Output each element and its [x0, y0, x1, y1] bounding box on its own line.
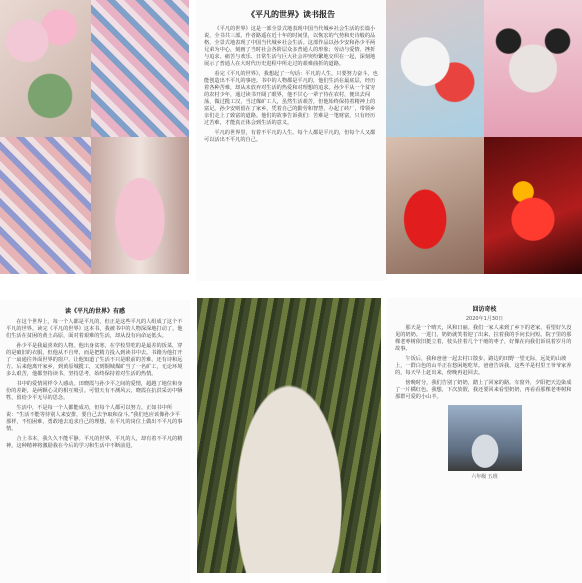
document-date: 2020年1月30日	[465, 316, 504, 322]
paragraph: 看完《平凡的世界》，我想起了一句话：平凡的人生，只要努力奋斗，也能创造出不平凡的事迹。书中的人物都是平凡的，他们生活在最底层，经历着各种苦难，却从未放弃对生活的热爱和对理想的追求。孙少平从一个贫穷的农村少年，通过读书开阔了眼界，他不甘心一辈子待在农村，便出去闯荡，做过揽工汉，当过煤矿工人，虽然生活艰苦，但他始终保持着精神上的富足。孙少安则留在了家乡，凭着自己的勤劳和智慧，办起了砖厂，带领乡亲们走上了致富的道路。他们的故事告诉我们：苦难是一笔财富，只有经历过苦难，才能真正体会到生活的意义。	[204, 71, 378, 127]
paragraph: 那天是一个晴天，风和日丽。我们一家人来到了乡下的老家，看望好久没见的奶奶。一进门，奶奶就笑着迎了出来，拉着我的手问长问短。院子里的那棵老枣树依旧挺立着，枝头挂着几个干瘪的枣子，好像在向我们诉说着岁月的故事。	[395, 325, 572, 353]
paragraph: 合上书本，我久久不能平静。平凡的世界，平凡的人，却有着不平凡的精神。这种精神将激励我在今后的学习和生活中不断前进。	[6, 436, 183, 450]
photo-flowers	[0, 0, 91, 137]
paragraph: 傍晚时分，我们告别了奶奶，踏上了回家的路。车窗外，夕阳把天边染成了一片橘红色。我想，下次放假，我还要回来看望奶奶，再看看那棵老枣树和那群可爱的小山羊。	[395, 380, 572, 401]
paragraph: 在这个世界上，每一个人都是平凡的，但正是这些平凡的人组成了这个不平凡的世界。读完《平凡的世界》这本书，我被书中的人物深深地打动了。他们生活在贫困的黄土高原，面对着艰难的生活，却从没有向命运低头。	[6, 319, 183, 340]
photo-crafts-2	[91, 137, 189, 274]
document-title: 《平凡的世界》读书报告	[247, 10, 335, 19]
paragraph: 《平凡的世界》这是一部全景式地表现中国当代城乡社会生活的长篇小说，全书共三部。作者路遥在近十年的时间里，以恢宏的气势和史诗般的品格，全景式地表现了中国当代城乡社会生活。这部作品以孙少安和孙少平两兄弟为中心，刻画了当时社会各阶层众多普通人的形象；劳动与爱情、挫折与追求、痛苦与欢乐、日常生活与巨大社会冲突纷繁地交织在一起，深刻地展示了普通人在大时代历史进程中所走过的艰难曲折的道路。	[204, 26, 376, 68]
paragraph: 平凡的世界里，有着不平凡的人生。每个人都是平凡的，但每个人又都可以活出不平凡的自己。	[204, 130, 376, 144]
document-title: 回访奇枝	[472, 306, 497, 313]
paragraph: 孙少平是我最喜欢的人物。他出身贫寒，在学校里吃的是最差的饭菜，穿的是破旧的衣服，但他从不自卑，而是把精力投入到读书中去。书籍为他打开了一扇通往外面世界的窗户，让他知道了生活不只是眼前的苦难，还有诗和远方。后来他离开家乡，到黄原城揽工，又到铜城煤矿当了一名矿工，无论环境多么艰苦，他都坚持读书，坚持思考，始终保持着对生活的热情。	[6, 343, 183, 378]
document-reading-report	[196, 0, 386, 281]
paragraph: 午饭后，我和爸爸一起去村口散步。路边的田野一望无际，远处的山坡上，一群白色的山羊正在悠闲地吃草。爸爸告诉我，这些羊是村里王爷爷家养的，每天早上赶出来，傍晚再赶回去。	[395, 356, 572, 377]
photo-hairclips	[91, 0, 189, 137]
photo-toys-1	[386, 0, 484, 137]
paragraph: 生活中，不是每一个人都能成功，但每个人都可以努力。正如书中所说：“生活不能等待别人来安排，要自己去争取和奋斗。”我们也应该像孙少平那样，不怕困难，勇敢地去追求自己的理想，在平凡的岗位上做出不平凡的事情。	[6, 405, 183, 433]
photo-toys-2	[484, 0, 582, 137]
paragraph: 书中的爱情同样令人感动。田晓霞与孙少平之间的爱情，超越了地位和身份的差距，是两颗心灵的相互吸引。可惜天有不测风云，晓霞在抗洪采访中牺牲，留给少平无尽的思念。	[6, 381, 183, 402]
photo-sheep-herd	[197, 298, 381, 573]
photo-hand-red	[386, 137, 484, 274]
signature-class: 六年级 五班	[471, 474, 498, 481]
document-visit-diary	[387, 298, 582, 583]
document-title: 读《平凡的世界》有感	[64, 308, 125, 315]
document-reflection	[0, 300, 190, 583]
photo-crafts-1	[0, 137, 91, 274]
photo-car	[448, 405, 522, 471]
photo-red-decoration	[484, 137, 582, 274]
